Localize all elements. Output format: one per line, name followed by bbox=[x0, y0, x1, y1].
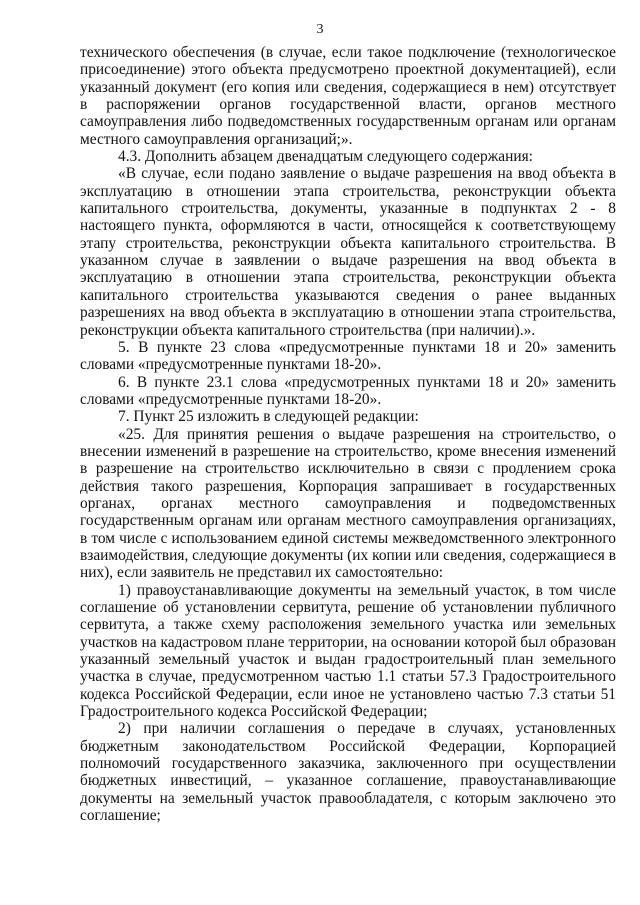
paragraph-quoted-insert: «В случае, если подано заявление о выдаче разрешения на ввод объекта в эксплуатацию в отношении этапа строительства, реконструкции объекта капитального строительства, документы, указанные в подпунктах 2 - 8 настоящего пункта, оформляются в части, относящейся к соответствующему этапу строительства, реконструкции объекта капитального строительства. В указанном случае в заявлении о выдаче разрешения на ввод объекта в эксплуатацию в отношении этапа строительства, реконструкции объекта капитального строительства указываются сведения о ранее выданных разрешениях на ввод объекта в эксплуатацию в отношении этапа строительства, реконструкции объекта капитального строительства (при наличии).». bbox=[80, 165, 616, 339]
paragraph-5: 5. В пункте 23 слова «предусмотренные пунктами 18 и 20» заменить словами «предусмотренные пунктами 18-20». bbox=[80, 338, 616, 374]
paragraph-6: 6. В пункте 23.1 слова «предусмотренных пунктами 18 и 20» заменить словами «предусмотренные пунктами 18-20». bbox=[80, 373, 616, 408]
paragraph-4-3: 4.3. Дополнить абзацем двенадцатым следующего содержания: bbox=[118, 148, 533, 166]
document-body bbox=[80, 44, 616, 824]
list-item-2: 2) при наличии соглашения о передаче в случаях, установленных бюджетным законодательством Российской Федерации, Корпорацией полномочий государственного заказчика, заключенного при осуществлении бюджетных инвестиций, – указанное соглашение, правоустанавливающие документы на земельный участок правообладателя, с которым заключено это соглашение; bbox=[80, 720, 616, 825]
paragraph-7: 7. Пункт 25 изложить в следующей редакции: bbox=[118, 408, 419, 426]
paragraph-25: «25. Для принятия решения о выдаче разрешения на строительство, о внесении изменений в разрешение на строительство, кроме внесения изменений в разрешение на строительство исключительно в связи с продлением срока действия такого разрешения, Корпорация запрашивает в государственных органах, органах местного самоуправления и подведомственных государственным органам или органам местного самоуправления организациях, в том числе с использованием единой системы межведомственного электронного взаимодействия, следующие документы (их копии или сведения, содержащиеся в них), если заявитель не представил их самостоятельно: bbox=[80, 425, 616, 582]
paragraph-continuation: технического обеспечения (в случае, если такое подключение (технологическое присоединение) этого объекта предусмотрено проектной документацией), если указанный документ (его копия или сведения, содержащиеся в нем) отсутствует в распоряжении органов государственной власти, органов местного самоуправления либо подведомственных государственным органам или органам местного самоуправления организаций;». bbox=[80, 44, 616, 148]
list-item-1: 1) правоустанавливающие документы на земельный участок, в том числе соглашение об установлении сервитута, решение об установлении публичного сервитута, а также схему расположения земельного участка или земельных участков на кадастровом плане территории, на основании которой был образован указанный земельный участок и выдан градостроительный план земельного участка в случае, предусмотренном частью 1.1 статьи 57.3 Градостроительного кодекса Российской Федерации, если иное не установлено частью 7.3 статьи 51 Градостроительного кодекса Российской Федерации; bbox=[80, 581, 616, 721]
page-number: 3 bbox=[316, 22, 324, 37]
